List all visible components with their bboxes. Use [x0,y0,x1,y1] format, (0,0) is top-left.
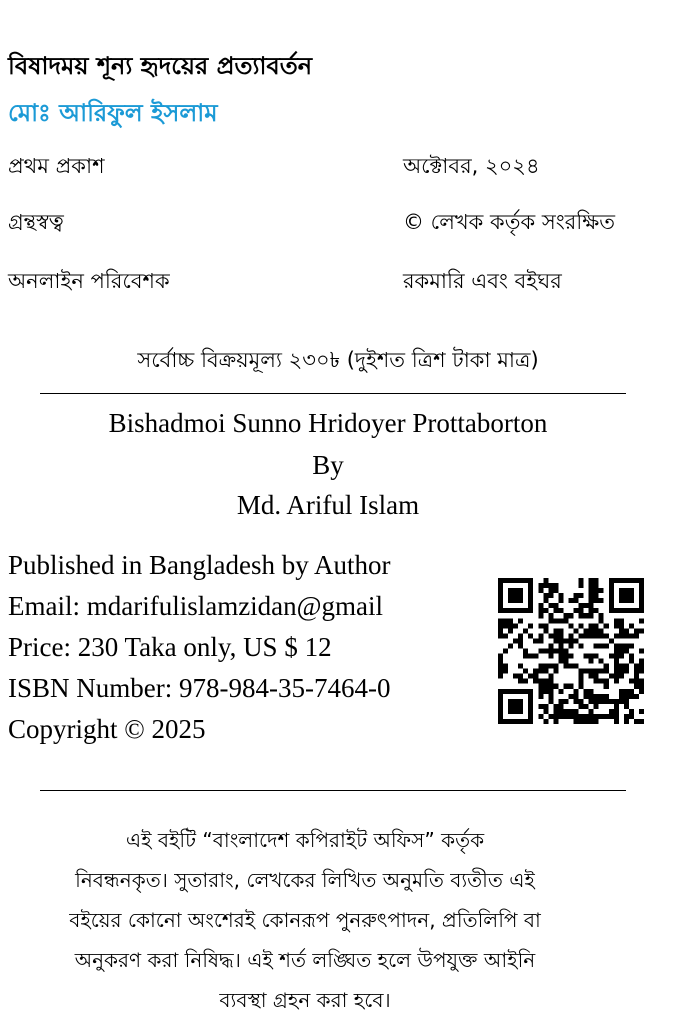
price-bengali: সর্বোচ্চ বিক্রয়মূল্য ২৩০৳ (দুইশত ত্রিশ টাকা মাত্র) [137,348,539,372]
divider [40,393,626,394]
first-edition-value: অক্টোবর, ২০২৪ [403,154,540,178]
distributor-label: অনলাইন পরিবেশক [8,269,170,293]
copyright-label: গ্রন্থস্বত্ব [8,210,64,234]
price-line: Price: 230 Taka only, US $ 12 [8,632,332,662]
notice-line: ব্যবস্থা গ্রহন করা হবে। [219,988,391,1012]
copyright-line: Copyright © 2025 [8,714,206,744]
notice-line: নিবন্ধনকৃত। সুতারাং, লেখকের লিখিত অনুমতি ব্যতীত এই [75,868,535,892]
notice-line: অনুকরণ করা নিষিদ্ধ। এই শর্ত লঙ্ঘিত হলে উপযুক্ত আইনি [74,948,536,972]
isbn-line: ISBN Number: 978-984-35-7464-0 [8,673,391,703]
copyright-value: © লেখক কর্তৃক সংরক্ষিত [403,210,616,234]
email-line: Email: mdarifulislamzidan@gmail [8,591,384,621]
author-name-english: Md. Ariful Islam [236,490,420,520]
author-name-bengali: মোঃ আরিফুল ইসলাম [8,99,218,127]
publisher-line: Published in Bangladesh by Author [8,550,391,580]
first-edition-label: প্রথম প্রকাশ [8,154,105,178]
copyright-notice [0,820,610,1020]
book-title-bengali: বিষাদময় শূন্য হৃদয়ের প্রত্যাবর্তন [8,52,313,80]
distributor-value: রকমারি এবং বইঘর [403,269,562,293]
divider [40,790,626,791]
notice-line: বইয়ের কোনো অংশেরই কোনরূপ পুনরুৎপাদন, প্রতিলিপি বা [69,908,541,932]
by-label: By [312,450,344,480]
book-title-english: Bishadmoi Sunno Hridoyer Prottaborton [108,408,548,438]
notice-line: এই বইটি “বাংলাদেশ কপিরাইট অফিস” কর্তৃক [125,828,485,852]
qr-code-icon [498,578,644,724]
